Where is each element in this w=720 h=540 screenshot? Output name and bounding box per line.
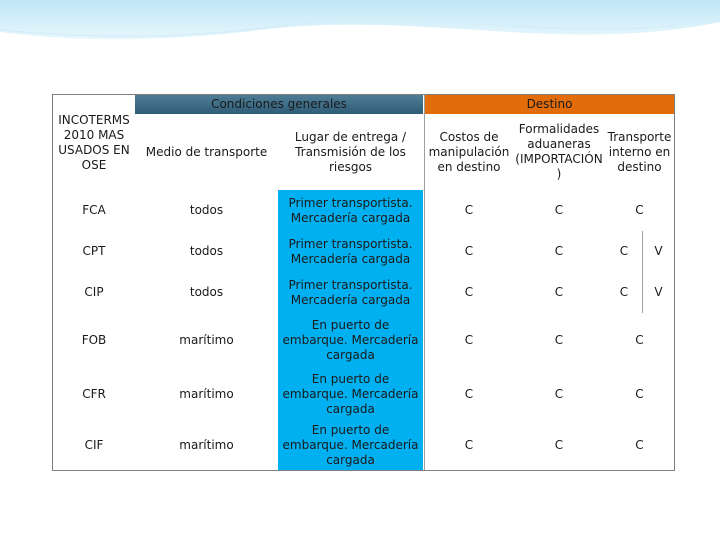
row-medio: todos [189, 285, 224, 299]
row-medio: marítimo [179, 438, 234, 452]
row-formalidades: C [554, 285, 564, 299]
row-medio: todos [189, 244, 224, 258]
row-lugar: En puerto de embarque. Mercadería cargada [278, 367, 423, 421]
row-term: CIP [84, 285, 104, 299]
row-formalidades: C [554, 244, 564, 258]
row-formalidades: C [554, 332, 564, 347]
row-transporte-vendedor: V [654, 244, 663, 258]
row-lugar: Primer transportista. Mercadería cargada [278, 231, 423, 272]
decorative-wave-banner [0, 0, 720, 70]
row-lugar: En puerto de embarque. Mercadería cargada [278, 313, 423, 367]
row-formalidades: C [554, 203, 564, 217]
row-transporte-comprador: C [619, 244, 629, 258]
row-lugar: Primer transportista. Mercadería cargada [278, 272, 423, 313]
row-medio: marítimo [179, 386, 234, 401]
row-transporte-vendedor: V [654, 285, 663, 299]
formalidades-header: Formalidades aduaneras (IMPORTACIÓN ) [515, 122, 603, 181]
row-costos: C [464, 244, 474, 258]
row-transporte-comprador: C [619, 285, 629, 299]
row-lugar: En puerto de embarque. Mercadería cargada [278, 421, 423, 470]
incoterms-table [52, 94, 675, 471]
row-term: FCA [82, 203, 106, 217]
incoterms-header: INCOTERMS 2010 MAS USADOS EN OSE [58, 112, 130, 172]
row-formalidades: C [554, 438, 564, 452]
destino-header: Destino [526, 97, 573, 111]
row-term: FOB [81, 332, 107, 347]
row-costos: C [464, 203, 474, 217]
row-formalidades: C [554, 386, 564, 401]
row-term: CFR [82, 386, 106, 401]
transporte-split-divider [642, 272, 643, 313]
transporte-header: Transporte interno en destino [607, 129, 672, 174]
row-costos: C [464, 438, 474, 452]
transporte-split-divider [642, 231, 643, 272]
row-costos: C [464, 332, 474, 347]
row-lugar: Primer transportista. Mercadería cargada [278, 190, 423, 231]
row-medio: todos [189, 203, 224, 217]
lugar-header: Lugar de entrega / Transmisión de los riesgos [294, 129, 407, 174]
row-term: CPT [82, 244, 106, 258]
row-transporte: C [635, 332, 644, 347]
row-transporte: C [635, 438, 644, 452]
row-costos: C [464, 285, 474, 299]
row-term: CIF [84, 438, 104, 452]
costos-header: Costos de manipulación en destino [428, 129, 510, 174]
row-transporte: C [635, 203, 644, 217]
medio-header: Medio de transporte [145, 144, 268, 159]
row-costos: C [464, 386, 474, 401]
row-transporte: C [635, 386, 644, 401]
condiciones-header: Condiciones generales [211, 97, 347, 111]
row-medio: marítimo [179, 332, 234, 347]
